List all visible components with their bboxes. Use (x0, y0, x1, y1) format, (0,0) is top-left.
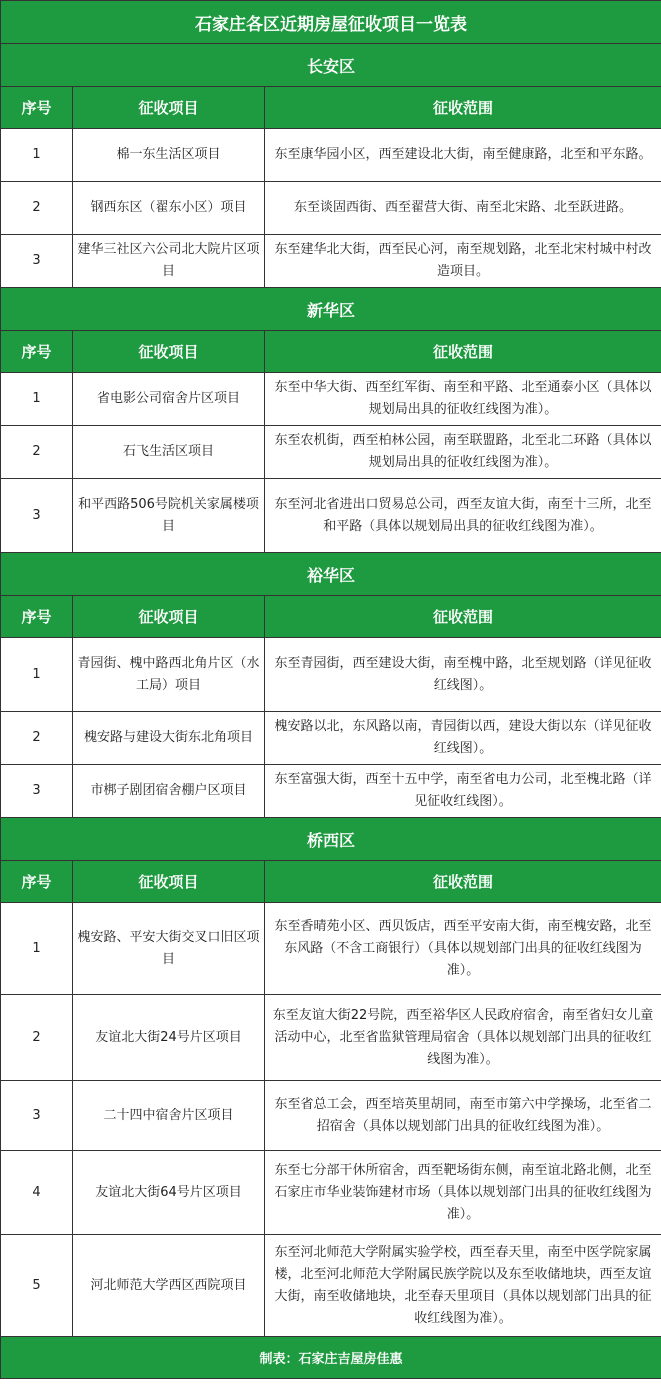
table-row (1, 1151, 661, 1235)
project-name: 棉一东生活区项目 (73, 129, 265, 182)
project-scope: 东至谈固西街、西至翟营大街、南至北宋路、北至跃进路。 (265, 182, 661, 235)
district-heading: 新华区 (1, 288, 661, 331)
table-row (1, 1081, 661, 1151)
row-number: 2 (1, 712, 73, 765)
table-footer: 制表：石家庄吉屋房佳惠 (1, 1337, 661, 1379)
table-row (1, 373, 661, 426)
project-name: 建华三社区六公司北大院片区项目 (73, 235, 265, 288)
row-number: 2 (1, 995, 73, 1081)
row-number: 3 (1, 1081, 73, 1151)
project-name: 河北师范大学西区西院项目 (73, 1235, 265, 1337)
project-name: 二十四中宿舍片区项目 (73, 1081, 265, 1151)
col-header-scope: 征收范围 (265, 596, 661, 638)
project-name: 钢西东区（翟东小区）项目 (73, 182, 265, 235)
column-header-row (1, 87, 661, 129)
col-header-scope: 征收范围 (265, 331, 661, 373)
col-header-no: 序号 (1, 331, 73, 373)
row-number: 1 (1, 638, 73, 712)
project-name: 石飞生活区项目 (73, 426, 265, 479)
project-name: 市梆子剧团宿舍棚户区项目 (73, 765, 265, 818)
project-scope: 东至农机街，西至柏林公园，南至联盟路，北至北二环路（具体以规划局出具的征收红线图为准）。 (265, 426, 661, 479)
district-heading: 桥西区 (1, 818, 661, 861)
row-number: 2 (1, 426, 73, 479)
district-heading: 长安区 (1, 44, 661, 87)
project-scope: 东至中华大街、西至红军街、南至和平路、北至通泰小区（具体以规划局出具的征收红线图为准）。 (265, 373, 661, 426)
table-row (1, 479, 661, 553)
col-header-no: 序号 (1, 87, 73, 129)
project-name: 青园街、槐中路西北角片区（水工局）项目 (73, 638, 265, 712)
table-row (1, 426, 661, 479)
project-name: 和平西路506号院机关家属楼项目 (73, 479, 265, 553)
table-row (1, 129, 661, 182)
project-scope: 槐安路以北，东风路以南，青园街以西，建设大街以东（详见征收红线图）。 (265, 712, 661, 765)
table-row (1, 1235, 661, 1337)
row-number: 1 (1, 373, 73, 426)
project-name: 省电影公司宿舍片区项目 (73, 373, 265, 426)
project-scope: 东至香晴苑小区、西贝饭店，西至平安南大街，南至槐安路，北至东风路（不含工商银行）（具体以规划部门出具的征收红线图为准）。 (265, 903, 661, 995)
column-header-row (1, 861, 661, 903)
col-header-scope: 征收范围 (265, 87, 661, 129)
col-header-no: 序号 (1, 861, 73, 903)
table-row (1, 235, 661, 288)
project-scope: 东至青园街，西至建设大街，南至槐中路，北至规划路（详见征收红线图）。 (265, 638, 661, 712)
table-row (1, 903, 661, 995)
table-row (1, 638, 661, 712)
row-number: 1 (1, 129, 73, 182)
project-name: 槐安路与建设大街东北角项目 (73, 712, 265, 765)
project-scope: 东至省总工会，西至培英里胡同，南至市第六中学操场，北至省二招宿舍（具体以规划部门出具的征收红线图为准）。 (265, 1081, 661, 1151)
row-number: 4 (1, 1151, 73, 1235)
table-row (1, 995, 661, 1081)
row-number: 2 (1, 182, 73, 235)
col-header-project: 征收项目 (73, 87, 265, 129)
district-heading: 裕华区 (1, 553, 661, 596)
project-name: 友谊北大街24号片区项目 (73, 995, 265, 1081)
project-scope: 东至河北省进出口贸易总公司，西至友谊大街，南至十三所，北至和平路（具体以规划局出具的征收红线图为准）。 (265, 479, 661, 553)
project-scope: 东至七分部干休所宿舍，西至靶场街东侧，南至谊北路北侧，北至石家庄市华业装饰建材市场（具体以规划部门出具的征收红线图为准）。 (265, 1151, 661, 1235)
project-scope: 东至友谊大街22号院，西至裕华区人民政府宿舍，南至省妇女儿童活动中心，北至省监狱管理局宿舍（具体以规划部门出具的征收红线图为准）。 (265, 995, 661, 1081)
row-number: 3 (1, 479, 73, 553)
row-number: 1 (1, 903, 73, 995)
project-name: 槐安路、平安大街交叉口旧区项目 (73, 903, 265, 995)
column-header-row (1, 596, 661, 638)
column-header-row (1, 331, 661, 373)
table-row (1, 182, 661, 235)
row-number: 3 (1, 765, 73, 818)
project-scope: 东至康华园小区，西至建设北大街，南至健康路，北至和平东路。 (265, 129, 661, 182)
col-header-project: 征收项目 (73, 331, 265, 373)
row-number: 5 (1, 1235, 73, 1337)
project-scope: 东至建华北大街，西至民心河，南至规划路，北至北宋村城中村改造项目。 (265, 235, 661, 288)
project-scope: 东至河北师范大学附属实验学校，西至春天里，南至中医学院家属楼，北至河北师范大学附属民族学院以及东至收储地块，西至友谊大街，南至收储地块，北至春天里项目（具体以规划部门出具的征收红线图为准）。 (265, 1235, 661, 1337)
project-name: 友谊北大街64号片区项目 (73, 1151, 265, 1235)
col-header-scope: 征收范围 (265, 861, 661, 903)
row-number: 3 (1, 235, 73, 288)
table-title: 石家庄各区近期房屋征收项目一览表 (1, 1, 661, 44)
table-row (1, 712, 661, 765)
table-row (1, 765, 661, 818)
col-header-project: 征收项目 (73, 861, 265, 903)
col-header-no: 序号 (1, 596, 73, 638)
project-scope: 东至富强大街，西至十五中学，南至省电力公司，北至槐北路（详见征收红线图）。 (265, 765, 661, 818)
col-header-project: 征收项目 (73, 596, 265, 638)
